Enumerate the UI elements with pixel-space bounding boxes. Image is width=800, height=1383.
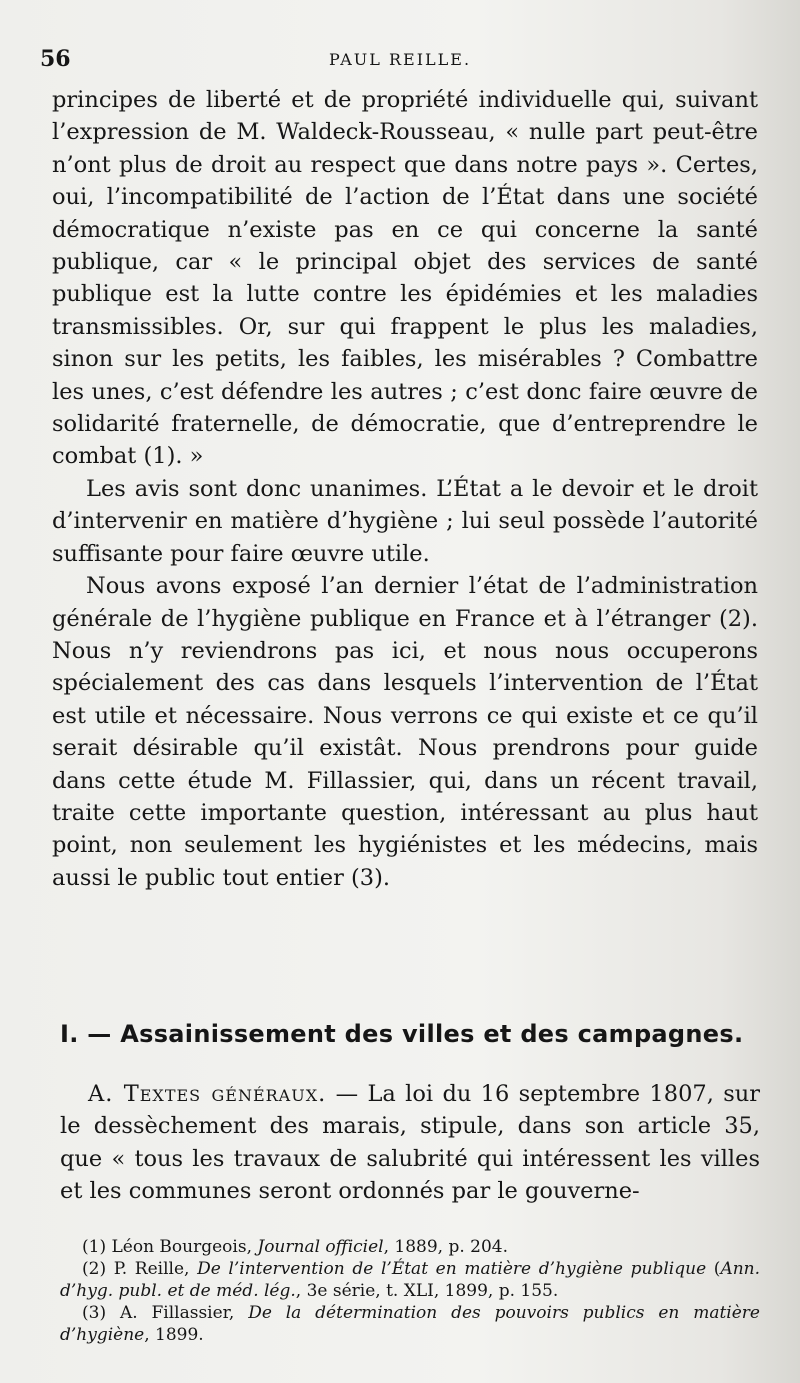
paragraph-1: principes de liberté et de propriété individuelle qui, suivant l’expression de M. Waldeck-Rousseau, « nulle part peut-être n’ont plus de droit au respect que dans notre pays ». Certes, oui, l’incompatibilité de l’action de l’État dans une société démocratique n’existe pas en ce qui concerne la santé publique, car « le principal objet des services de santé publique est la lutte contre les épidémies et les maladies transmissibles. Or, sur qui frappent le plus les maladies, sinon sur les petits, les faibles, les misérables ? Combattre les unes, c’est défendre les autres ; c’est donc faire œuvre de solidarité fraternelle, de démocratie, que d’entreprendre le combat (1). » <box>52 87 758 470</box>
subsection-text: — La loi du 16 septembre 1807, sur le dessèchement des marais, stipule, dans son article 35, que « tous les travaux de salubrité qui intéressent les villes et les communes seront ordonnés par le gouverne- <box>60 1081 760 1205</box>
footnote-2-paren: ( <box>706 1259 721 1279</box>
footnotes <box>60 1236 760 1346</box>
footnote-1-title: Journal officiel <box>257 1237 384 1257</box>
footnote-2-journal: Ann. d’hyg. publ. et de méd. lég. <box>60 1259 761 1301</box>
subsection-label: A. Textes généraux. <box>88 1081 327 1107</box>
running-head: PAUL REILLE. <box>328 50 472 69</box>
footnote-2-author: (2) P. Reille, <box>82 1259 198 1279</box>
page-number: 56 <box>40 46 71 72</box>
footnote-3-title: De la détermination des pouvoirs publics en matière d’hygiène <box>60 1303 760 1345</box>
paragraph-3: Nous avons exposé l’an dernier l’état de l’administration générale de l’hygiène publique en France et à l’étranger (2). Nous n’y reviendrons pas ici, et nous nous occuperons spécialement des cas dans lesquels l’intervention de l’État est utile et nécessaire. Nous verrons ce qui existe et ce qu’il serait désirable qu’il existât. Nous prendrons pour guide dans cette étude M. Fillassier, qui, dans un récent travail, traite cette importante question, intéressant au plus haut point, non seulement les hygiénistes et les médecins, mais aussi le public tout entier (3). <box>52 573 758 891</box>
footnote-3-ref: , 1899. <box>144 1325 204 1345</box>
footnote-1 <box>60 1236 760 1258</box>
section-text <box>60 1078 760 1208</box>
paragraph-2: Les avis sont donc unanimes. L’État a le devoir et le droit d’intervenir en matière d’hygiène ; lui seul possède l’autorité suffisante pour faire œuvre utile. <box>52 475 758 567</box>
section-paragraph <box>60 1078 760 1208</box>
footnote-3 <box>60 1302 760 1346</box>
footnote-2-ref: , 3e série, t. XLI, 1899, p. 155. <box>295 1281 559 1301</box>
section-heading: I. — Assainissement des villes et des campagnes. <box>60 1020 744 1048</box>
footnote-1-ref: , 1889, p. 204. <box>383 1237 509 1257</box>
footnote-3-author: (3) A. Fillassier, <box>82 1303 249 1323</box>
footnote-2 <box>60 1258 760 1302</box>
body-text <box>52 84 758 894</box>
footnote-1-author: (1) Léon Bourgeois, <box>82 1237 258 1257</box>
page-header <box>40 46 760 76</box>
footnote-2-title: De l’intervention de l’État en matière d’hygiène publique <box>197 1259 707 1279</box>
